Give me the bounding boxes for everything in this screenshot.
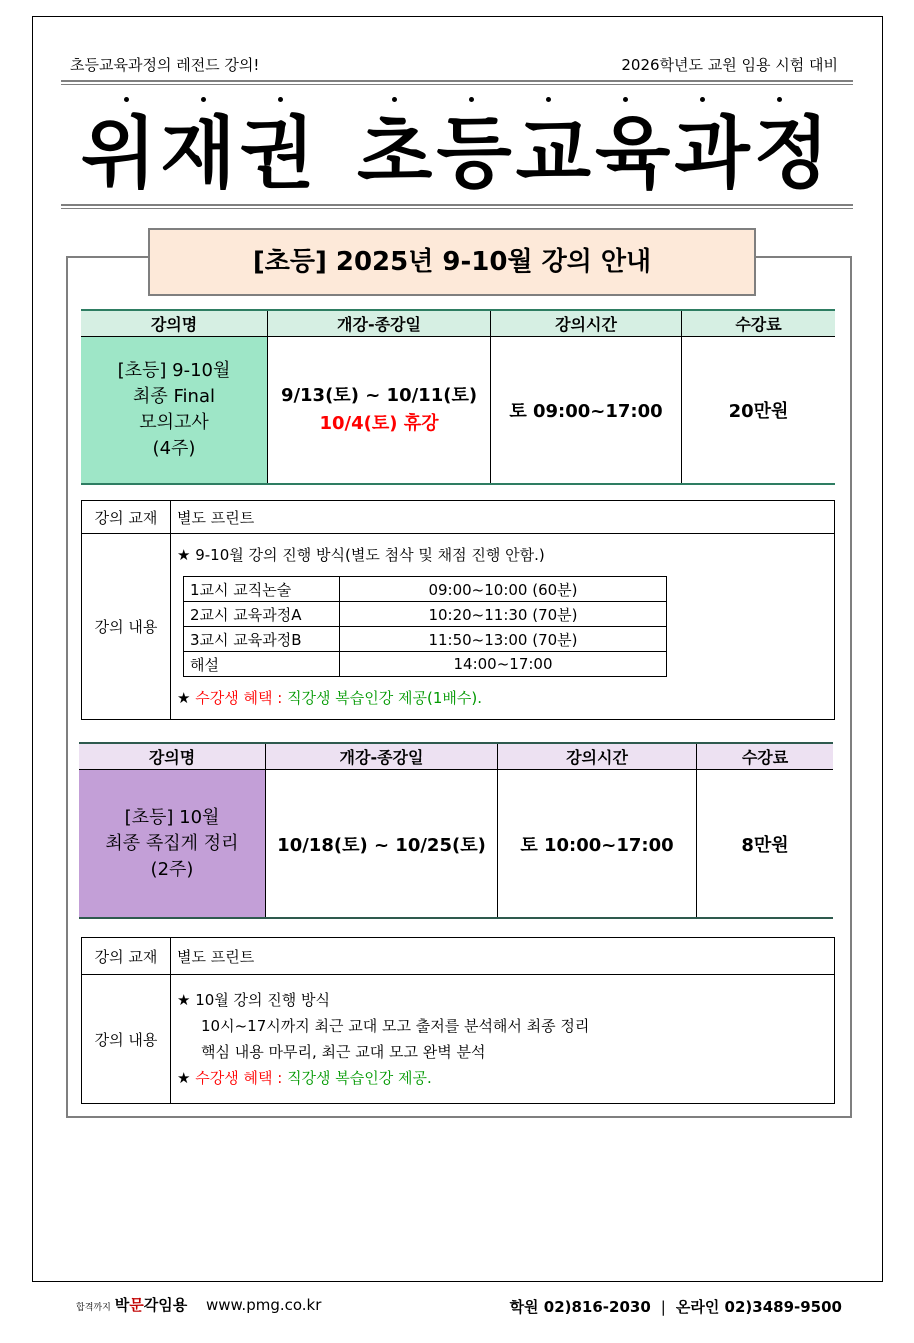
content-label: 강의 내용 — [82, 975, 171, 1104]
content-title: ★ 9-10월 강의 진행 방식(별도 첨삭 및 채점 진행 안함.) — [177, 546, 545, 564]
course1-break: 10/4(토) 휴강 — [319, 413, 439, 434]
page-title: 위재권 초등교육과정 — [80, 109, 834, 199]
col-header: 강의시간 — [491, 310, 682, 337]
publisher-logo: 합격까지 박문각임용 — [76, 1296, 188, 1314]
course2-time: 토 10:00~17:00 — [498, 770, 697, 919]
table-row: 해설 14:00~17:00 — [184, 652, 667, 677]
content-line: ★ 10월 강의 진행 방식 — [177, 991, 331, 1009]
course1-info — [81, 500, 835, 720]
online-phone: 온라인 02)3489-9500 — [675, 1298, 842, 1316]
content-line: 핵심 내용 마무리, 최근 교대 모고 완벽 분석 — [201, 1043, 486, 1061]
content-label: 강의 내용 — [82, 534, 171, 720]
course2-fee: 8만원 — [697, 770, 834, 919]
benefit-line: ★ 수강생 혜택 : 직강생 복습인강 제공. — [177, 1069, 432, 1087]
banner-title: [초등] 2025년 9-10월 강의 안내 — [148, 228, 756, 296]
header-exam: 2026학년도 교원 임용 시험 대비 — [621, 56, 838, 74]
header-tagline: 초등교육과정의 레전드 강의! — [70, 56, 260, 74]
course2-dates: 10/18(토) ~ 10/25(토) — [266, 770, 498, 919]
course2-info — [81, 937, 835, 1104]
period-table — [183, 576, 667, 677]
textbook-value: 별도 프린트 — [171, 501, 835, 534]
textbook-label: 강의 교재 — [82, 938, 171, 975]
col-header: 강의명 — [81, 310, 268, 337]
website-link[interactable]: www.pmg.co.kr — [206, 1296, 322, 1314]
col-header: 개강-종강일 — [266, 743, 498, 770]
col-header: 수강료 — [682, 310, 836, 337]
course2-schedule — [79, 742, 833, 919]
contact-info: 학원 02)816-2030 | 온라인 02)3489-9500 — [509, 1298, 842, 1316]
course1-fee: 20만원 — [682, 337, 836, 485]
table-row: 3교시 교육과정B 11:50~13:00 (70분) — [184, 627, 667, 652]
course2-name: [초등] 10월 최종 족집게 정리 (2주) — [79, 770, 266, 919]
course1-schedule — [81, 309, 835, 485]
col-header: 강의명 — [79, 743, 266, 770]
academy-phone: 학원 02)816-2030 — [509, 1298, 651, 1316]
col-header: 강의시간 — [498, 743, 697, 770]
course1-dates: 9/13(토) ~ 10/11(토) 10/4(토) 휴강 — [268, 337, 491, 485]
textbook-label: 강의 교재 — [82, 501, 171, 534]
title-divider — [61, 204, 853, 209]
col-header: 수강료 — [697, 743, 834, 770]
course1-name: [초등] 9-10월 최종 Final 모의고사 (4주) — [81, 337, 268, 485]
table-row: 1교시 교직논술 09:00~10:00 (60분) — [184, 577, 667, 602]
course1-time: 토 09:00~17:00 — [491, 337, 682, 485]
col-header: 개강-종강일 — [268, 310, 491, 337]
textbook-value: 별도 프린트 — [171, 938, 835, 975]
benefit-line: ★ 수강생 혜택 : 직강생 복습인강 제공(1배수). — [177, 689, 483, 707]
table-row: 2교시 교육과정A 10:20~11:30 (70분) — [184, 602, 667, 627]
header-divider — [61, 80, 853, 85]
content-line: 10시~17시까지 최근 교대 모고 출저를 분석해서 최종 정리 — [201, 1017, 590, 1035]
